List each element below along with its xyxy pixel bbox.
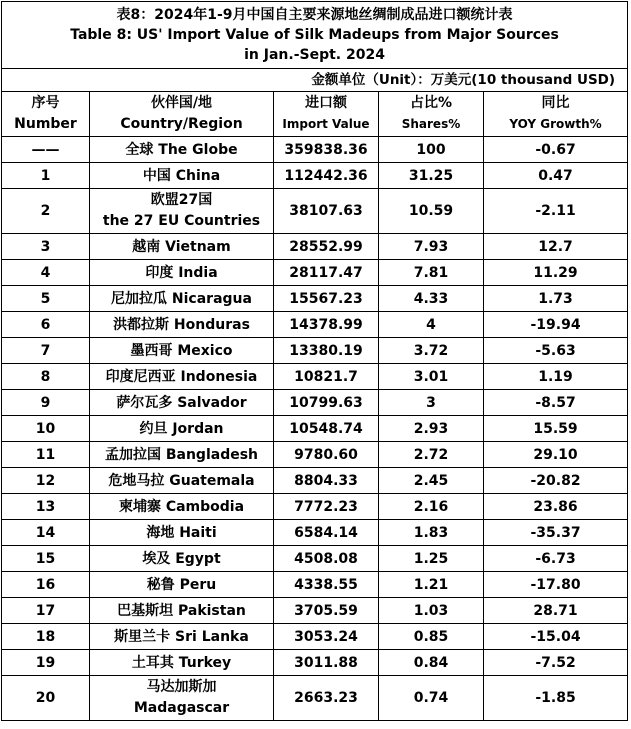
table-row xyxy=(2,163,628,189)
cell-import-value: 4508.08 xyxy=(274,546,379,572)
cell-import-value: 28552.99 xyxy=(274,234,379,260)
cell-number: 6 xyxy=(2,312,90,338)
cell-share: 100 xyxy=(379,137,484,163)
header-import-value xyxy=(274,92,379,137)
cell-number: 11 xyxy=(2,442,90,468)
cell-number: 17 xyxy=(2,598,90,624)
cell-number: 8 xyxy=(2,364,90,390)
table-row xyxy=(2,189,628,234)
cell-yoy: 23.86 xyxy=(484,494,628,520)
cell-country: 秘鲁 Peru xyxy=(90,572,274,598)
cell-share: 3 xyxy=(379,390,484,416)
header-yoy xyxy=(484,92,628,137)
cell-share: 2.93 xyxy=(379,416,484,442)
cell-number: 3 xyxy=(2,234,90,260)
cell-number: 1 xyxy=(2,163,90,189)
cell-number: 9 xyxy=(2,390,90,416)
table-row xyxy=(2,286,628,312)
cell-number: 7 xyxy=(2,338,90,364)
cell-share: 1.83 xyxy=(379,520,484,546)
cell-import-value: 359838.36 xyxy=(274,137,379,163)
cell-import-value: 3705.59 xyxy=(274,598,379,624)
cell-share: 3.01 xyxy=(379,364,484,390)
cell-country: 洪都拉斯 Honduras xyxy=(90,312,274,338)
cell-share: 31.25 xyxy=(379,163,484,189)
cell-yoy: -6.73 xyxy=(484,546,628,572)
unit-label: 金额单位（Unit）：万美元(10 thousand USD) xyxy=(2,69,628,92)
header-country-en: Country/Region xyxy=(120,116,243,132)
unit-row xyxy=(2,69,628,92)
title-line-1: 表8：2024年1-9月中国自主要来源地丝绸制成品进口额统计表 xyxy=(116,7,513,23)
header-number xyxy=(2,92,90,137)
cell-country: 土耳其 Turkey xyxy=(90,650,274,676)
cell-yoy: 11.29 xyxy=(484,260,628,286)
cell-number: 4 xyxy=(2,260,90,286)
cell-country: 印度尼西亚 Indonesia xyxy=(90,364,274,390)
cell-share: 3.72 xyxy=(379,338,484,364)
header-number-en: Number xyxy=(14,116,77,132)
cell-number: 13 xyxy=(2,494,90,520)
cell-import-value: 28117.47 xyxy=(274,260,379,286)
title-line-2: Table 8: US' Import Value of Silk Madeups from Major Sources xyxy=(70,27,559,43)
table-row xyxy=(2,650,628,676)
cell-country-en: Madagascar xyxy=(133,700,230,716)
cell-yoy: -5.63 xyxy=(484,338,628,364)
header-row xyxy=(2,92,628,137)
title-line-3: in Jan.-Sept. 2024 xyxy=(244,47,385,63)
cell-import-value: 13380.19 xyxy=(274,338,379,364)
cell-number: 14 xyxy=(2,520,90,546)
cell-number: 19 xyxy=(2,650,90,676)
table-container xyxy=(1,1,627,721)
header-country xyxy=(90,92,274,137)
cell-import-value: 7772.23 xyxy=(274,494,379,520)
cell-yoy: 1.19 xyxy=(484,364,628,390)
cell-yoy: -1.85 xyxy=(484,676,628,721)
cell-number: 12 xyxy=(2,468,90,494)
cell-share: 0.85 xyxy=(379,624,484,650)
table-row xyxy=(2,520,628,546)
table-row xyxy=(2,137,628,163)
table-row xyxy=(2,468,628,494)
header-shares-cn: 占比% xyxy=(409,95,453,111)
cell-share: 4 xyxy=(379,312,484,338)
table-row xyxy=(2,390,628,416)
cell-yoy: -8.57 xyxy=(484,390,628,416)
cell-share: 2.45 xyxy=(379,468,484,494)
header-yoy-cn: 同比 xyxy=(541,95,570,111)
cell-import-value: 3011.88 xyxy=(274,650,379,676)
cell-yoy: 15.59 xyxy=(484,416,628,442)
cell-number: 2 xyxy=(2,189,90,234)
cell-number: —— xyxy=(2,137,90,163)
cell-country: 约旦 Jordan xyxy=(90,416,274,442)
cell-import-value: 38107.63 xyxy=(274,189,379,234)
cell-yoy: -19.94 xyxy=(484,312,628,338)
cell-yoy: 1.73 xyxy=(484,286,628,312)
table-row xyxy=(2,312,628,338)
table-row xyxy=(2,234,628,260)
cell-share: 0.74 xyxy=(379,676,484,721)
cell-country: 萨尔瓦多 Salvador xyxy=(90,390,274,416)
cell-country: 印度 India xyxy=(90,260,274,286)
cell-import-value: 14378.99 xyxy=(274,312,379,338)
cell-share: 0.84 xyxy=(379,650,484,676)
cell-share: 1.25 xyxy=(379,546,484,572)
cell-share: 7.93 xyxy=(379,234,484,260)
cell-country: 危地马拉 Guatemala xyxy=(90,468,274,494)
cell-yoy: -7.52 xyxy=(484,650,628,676)
cell-import-value: 2663.23 xyxy=(274,676,379,721)
table-row xyxy=(2,416,628,442)
cell-import-value: 10799.63 xyxy=(274,390,379,416)
cell-yoy: 0.47 xyxy=(484,163,628,189)
cell-import-value: 112442.36 xyxy=(274,163,379,189)
cell-country: 越南 Vietnam xyxy=(90,234,274,260)
cell-import-value: 15567.23 xyxy=(274,286,379,312)
header-country-cn: 伙伴国/地 xyxy=(150,95,213,111)
cell-country: 海地 Haiti xyxy=(90,520,274,546)
cell-country: 全球 The Globe xyxy=(90,137,274,163)
cell-country-en: the 27 EU Countries xyxy=(102,213,261,229)
cell-share: 1.03 xyxy=(379,598,484,624)
cell-yoy: -15.04 xyxy=(484,624,628,650)
header-number-cn: 序号 xyxy=(31,95,60,111)
table-row xyxy=(2,364,628,390)
cell-yoy: -0.67 xyxy=(484,137,628,163)
cell-country: 墨西哥 Mexico xyxy=(90,338,274,364)
cell-yoy: -35.37 xyxy=(484,520,628,546)
header-import-value-en: Import Value xyxy=(282,117,370,131)
table-row xyxy=(2,494,628,520)
cell-import-value: 10548.74 xyxy=(274,416,379,442)
header-shares xyxy=(379,92,484,137)
cell-yoy: 29.10 xyxy=(484,442,628,468)
cell-country xyxy=(90,189,274,234)
table-row xyxy=(2,572,628,598)
table-row xyxy=(2,676,628,721)
cell-import-value: 3053.24 xyxy=(274,624,379,650)
table-row xyxy=(2,338,628,364)
header-shares-en: Shares% xyxy=(401,117,461,131)
cell-country: 尼加拉瓜 Nicaragua xyxy=(90,286,274,312)
title-row xyxy=(2,2,628,69)
cell-country-cn: 马达加斯加 xyxy=(146,679,217,695)
cell-share: 7.81 xyxy=(379,260,484,286)
import-table xyxy=(1,1,628,721)
cell-country: 巴基斯坦 Pakistan xyxy=(90,598,274,624)
header-import-value-cn: 进口额 xyxy=(305,95,347,111)
table-row xyxy=(2,442,628,468)
cell-import-value: 6584.14 xyxy=(274,520,379,546)
cell-number: 20 xyxy=(2,676,90,721)
cell-share: 4.33 xyxy=(379,286,484,312)
cell-number: 5 xyxy=(2,286,90,312)
table-row xyxy=(2,546,628,572)
table-row xyxy=(2,260,628,286)
cell-yoy: -2.11 xyxy=(484,189,628,234)
cell-country: 孟加拉国 Bangladesh xyxy=(90,442,274,468)
cell-import-value: 4338.55 xyxy=(274,572,379,598)
table-row xyxy=(2,598,628,624)
cell-import-value: 10821.7 xyxy=(274,364,379,390)
cell-number: 18 xyxy=(2,624,90,650)
cell-share: 2.72 xyxy=(379,442,484,468)
cell-import-value: 8804.33 xyxy=(274,468,379,494)
cell-import-value: 9780.60 xyxy=(274,442,379,468)
cell-yoy: -17.80 xyxy=(484,572,628,598)
cell-country: 中国 China xyxy=(90,163,274,189)
header-yoy-en: YOY Growth% xyxy=(509,117,602,131)
cell-country: 埃及 Egypt xyxy=(90,546,274,572)
cell-country: 斯里兰卡 Sri Lanka xyxy=(90,624,274,650)
table-row xyxy=(2,624,628,650)
cell-share: 10.59 xyxy=(379,189,484,234)
cell-share: 1.21 xyxy=(379,572,484,598)
cell-number: 15 xyxy=(2,546,90,572)
cell-share: 2.16 xyxy=(379,494,484,520)
cell-country xyxy=(90,676,274,721)
cell-number: 10 xyxy=(2,416,90,442)
cell-country-cn: 欧盟27国 xyxy=(150,192,213,208)
cell-country: 柬埔寨 Cambodia xyxy=(90,494,274,520)
table-title xyxy=(2,2,628,69)
cell-yoy: 28.71 xyxy=(484,598,628,624)
cell-yoy: -20.82 xyxy=(484,468,628,494)
cell-number: 16 xyxy=(2,572,90,598)
cell-yoy: 12.7 xyxy=(484,234,628,260)
